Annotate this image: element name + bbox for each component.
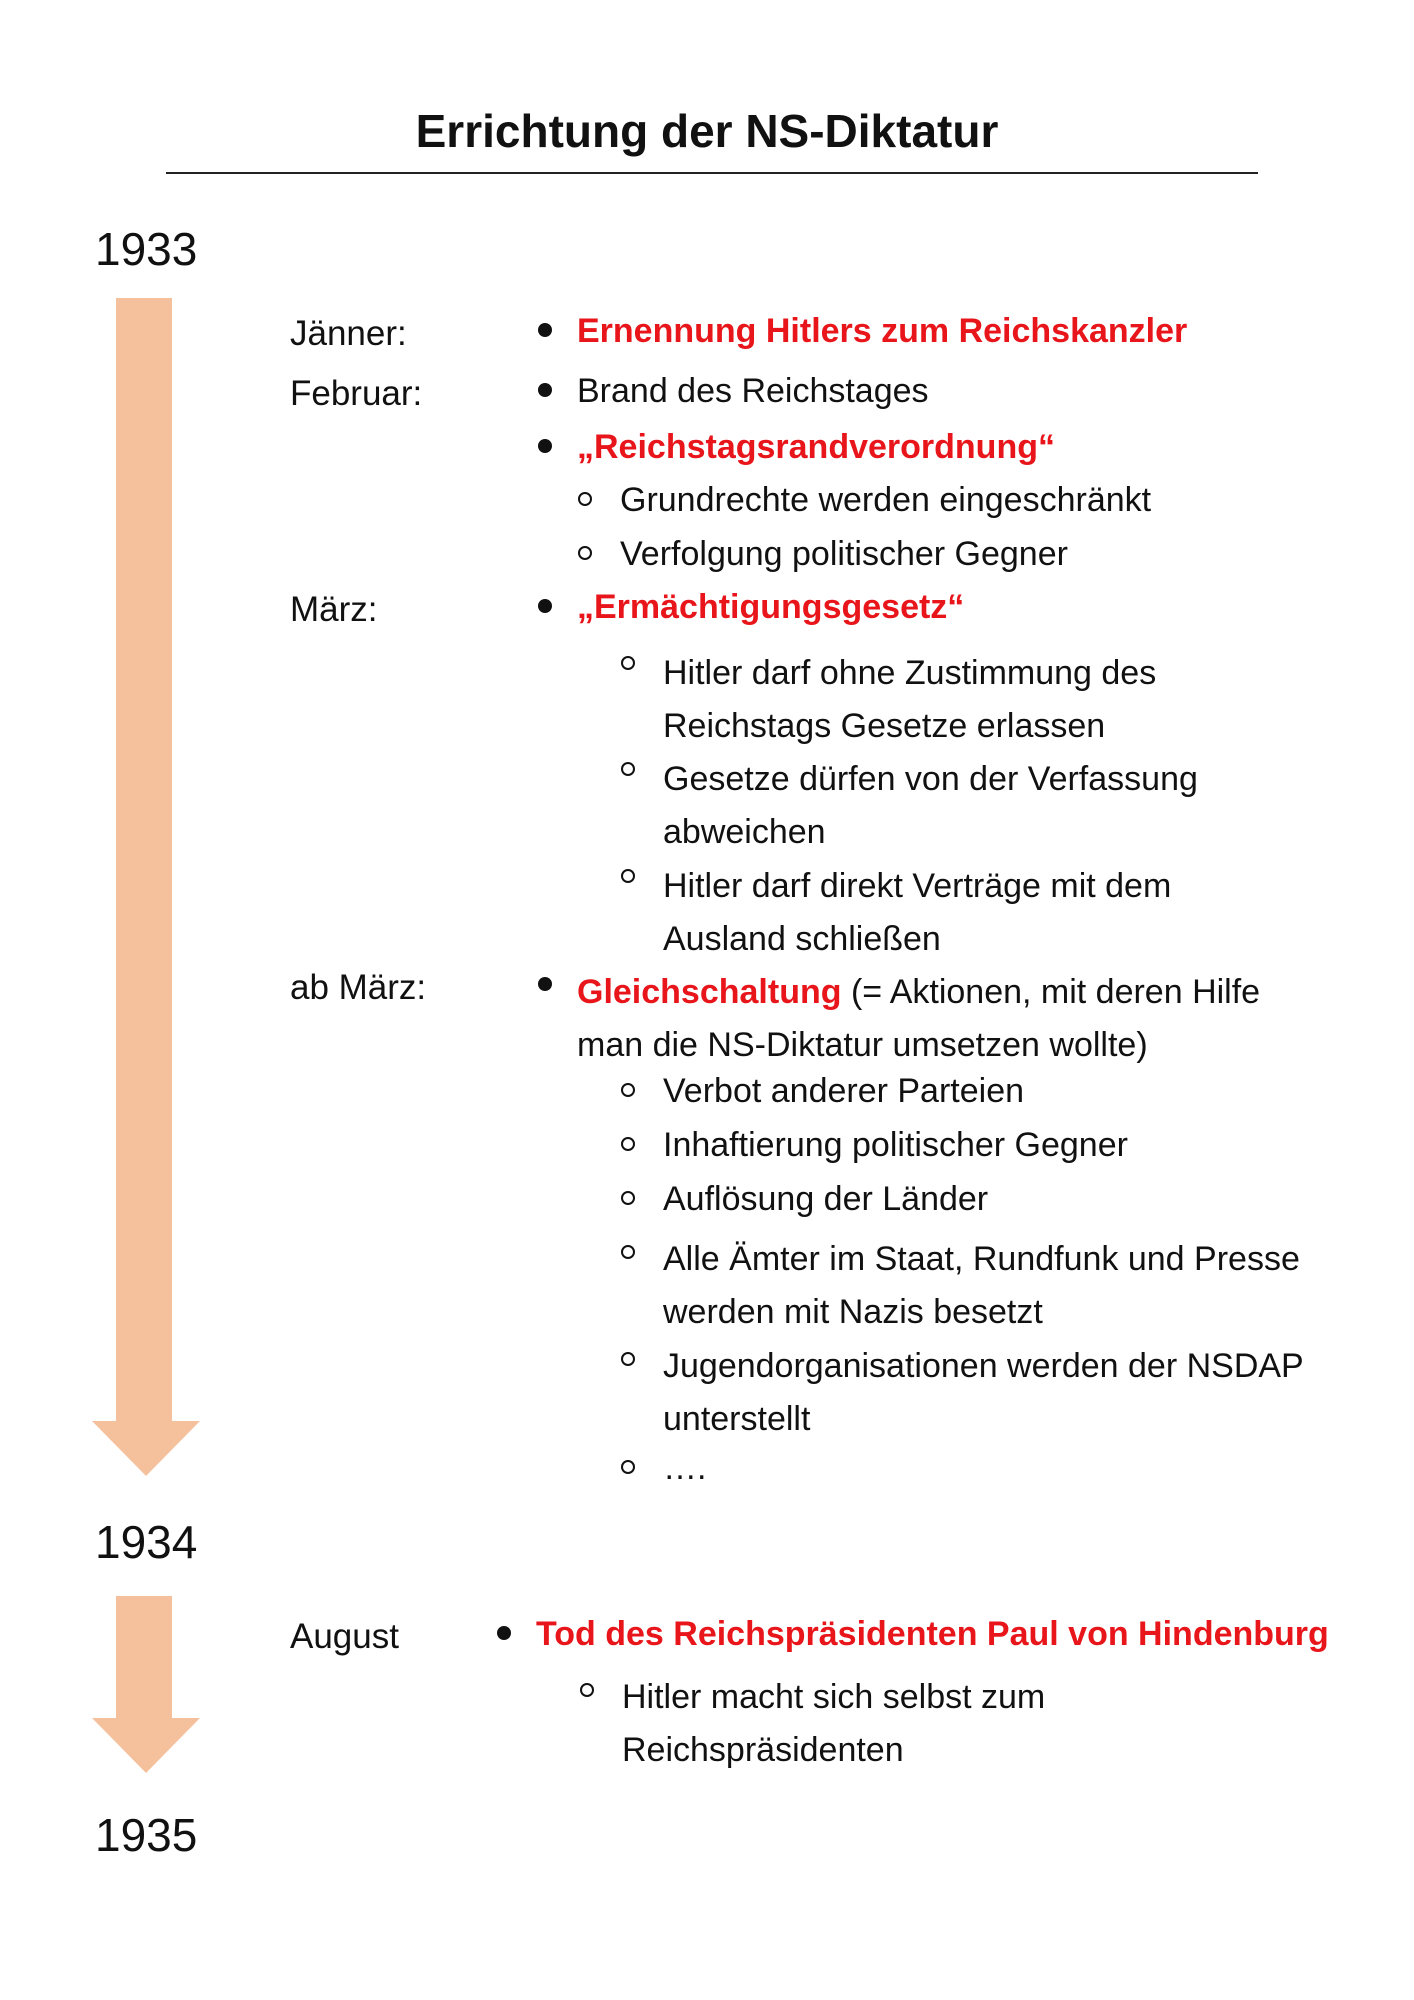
month-label: August [290,1617,399,1656]
sub-event-text: Gesetze dürfen von der Verfassung abweichen [663,760,1198,851]
timeline-arrow-icon [90,1596,202,1776]
sub-event-text: Jugendorganisationen werden der NSDAP unterstellt [663,1347,1304,1438]
timeline-arrow-shape [92,1596,200,1773]
sub-bullet-icon [578,492,592,506]
year-label: 1933 [95,223,198,275]
sub-bullet-icon [578,546,592,560]
sub-bullet-icon [621,656,635,670]
month-label: März: [290,590,378,629]
event-text: „Reichstagsrandverordnung“ [577,428,1055,466]
sub-bullet-icon [621,1352,635,1366]
sub-bullet-icon [621,1245,635,1259]
bullet-icon [538,977,552,991]
month-label: Jänner: [290,314,407,353]
sub-bullet-icon [621,869,635,883]
sub-event-text: Inhaftierung politischer Gegner [663,1126,1128,1164]
sub-bullet-icon [621,762,635,776]
page-title: Errichtung der NS-Diktatur [415,105,999,157]
bullet-icon [538,323,552,337]
sub-event-text: Hitler darf direkt Verträge mit dem Ausland schließen [663,867,1172,958]
year-label: 1935 [95,1809,198,1861]
event-text: „Ermächtigungsgesetz“ [577,588,965,626]
bullet-icon [538,439,552,453]
bullet-icon [538,383,552,397]
timeline-arrow-icon [90,298,202,1478]
event-text: Tod des Reichspräsidenten Paul von Hindenburg [536,1615,1329,1653]
event-text: Brand des Reichstages [577,372,929,410]
title-underline [166,172,1258,174]
sub-event-text: Verbot anderer Parteien [663,1072,1025,1110]
month-label: ab März: [290,968,427,1007]
event-highlight: Gleichschaltung [577,973,842,1011]
sub-bullet-icon [580,1683,594,1697]
year-label: 1934 [95,1516,198,1568]
sub-event-text: Hitler darf ohne Zustimmung des Reichstags Gesetze erlassen [663,654,1157,745]
sub-event-text: Hitler macht sich selbst zum Reichspräsidenten [622,1678,1046,1769]
event-text [577,966,1297,1072]
sub-bullet-icon [621,1460,635,1474]
sub-event-text: …. [663,1449,707,1487]
sub-bullet-icon [621,1083,635,1097]
sub-event-text: Alle Ämter im Staat, Rundfunk und Presse werden mit Nazis besetzt [663,1240,1300,1331]
bullet-icon [497,1626,511,1640]
timeline-arrow-shape [92,298,200,1476]
sub-event-text: Grundrechte werden eingeschränkt [620,481,1152,519]
month-label: Februar: [290,374,423,413]
event-text: Ernennung Hitlers zum Reichskanzler [577,312,1188,350]
sub-bullet-icon [621,1137,635,1151]
sub-event-text: Verfolgung politischer Gegner [620,535,1068,573]
sub-event-text: Auflösung der Länder [663,1180,989,1218]
bullet-icon [538,599,552,613]
event-description: (= Aktionen, mit deren Hilfe man die NS-Diktatur umsetzen wollte) [577,973,1261,1064]
sub-bullet-icon [621,1191,635,1205]
